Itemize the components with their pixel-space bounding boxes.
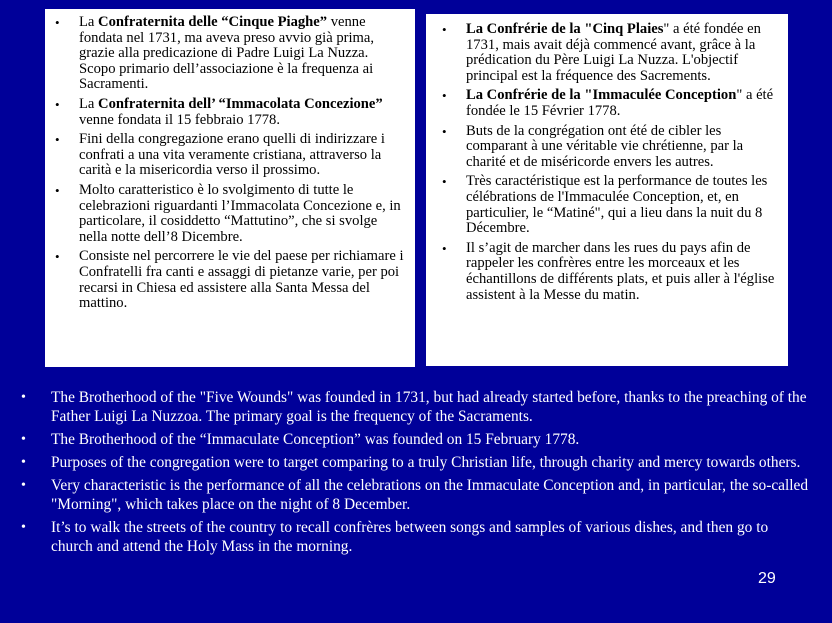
english-item-3: • Purposes of the congregation were to target comparing to a truly Christian life, through charity and mercy towards others. bbox=[21, 454, 801, 471]
french-item-2: • La Confrérie de la "Immaculée Conception" a été fondée le 15 Février 1778. bbox=[442, 87, 774, 119]
italian-item-5: • Consiste nel percorrere le vie del paese per richiamare i Confratelli fra canti e assaggi di pietanze varie, per poi recarsi in Chiesa ed assistere alla Santa Messa del mattino. bbox=[55, 248, 404, 312]
bullet-icon: • bbox=[55, 96, 60, 112]
bullet-icon: • bbox=[442, 174, 447, 190]
bullet-icon: • bbox=[21, 520, 26, 535]
bullet-icon: • bbox=[21, 432, 26, 447]
french-item-4: • Très caractéristique est la performance de toutes les célébrations de l'Immaculée Conception, et, en particulier, le “Matiné", qui a lieu dans la nuit du 8 Décembre. bbox=[442, 173, 768, 237]
italian-item-2: • La Confraternita dell’ “Immacolata Concezione” venne fondata il 15 febbraio 1778. bbox=[55, 95, 383, 128]
italian-bullet-list bbox=[45, 9, 415, 312]
bullet-icon: • bbox=[55, 15, 60, 30]
english-item-4: • Very characteristic is the performance of all the celebrations on the Immaculate Conception and, in particular, the so-called "Morning", which takes place on the night of 8 December. bbox=[21, 477, 809, 513]
french-bullet-list bbox=[426, 14, 788, 303]
french-text-panel bbox=[426, 14, 788, 366]
page-number: 29 bbox=[758, 570, 776, 587]
bullet-icon: • bbox=[21, 478, 26, 493]
bullet-icon: • bbox=[55, 182, 60, 198]
italian-item-1: • La Confraternita delle “Cinque Piaghe” venne fondata nel 1731, ma aveva preso avvio già prima, grazie alla predicazione di Padre Luigi La Nuzza. Scopo primario dell’associazione è la frequenza ai Sacramenti. bbox=[55, 14, 375, 93]
english-item-2: • The Brotherhood of the “Immaculate Conception” was founded on 15 February 1778. bbox=[21, 431, 580, 448]
french-item-1: • La Confrérie de la "Cinq Plaies" a été fondée en 1731, mais avait déjà commencé avant, grâce à la prédication du Père Luigi La Nuzza. L'objectif principal est la fréquence des Sacrements. bbox=[442, 21, 761, 84]
bullet-icon: • bbox=[442, 88, 447, 104]
bullet-icon: • bbox=[442, 22, 447, 37]
italian-text-panel bbox=[45, 9, 415, 367]
french-item-5: • Il s’agit de marcher dans les rues du pays afin de rappeler les confrères entre les morceaux et les échantillons de différents plats, et puis aller à l'église assistent à la Messe du matin. bbox=[442, 239, 775, 303]
french-item-3: • Buts de la congrégation ont été de cibler les comparant à une véritable vie chrétienne, par la charité et de miséricorde envers les autres. bbox=[442, 122, 744, 170]
bullet-icon: • bbox=[21, 455, 26, 470]
bullet-icon: • bbox=[442, 123, 447, 139]
english-text-block bbox=[0, 388, 832, 560]
english-item-5: • It’s to walk the streets of the country to recall confrères between songs and samples of various dishes, and then go to church and attend the Holy Mass in the morning. bbox=[21, 519, 769, 555]
bullet-icon: • bbox=[55, 249, 60, 265]
english-bullet-list bbox=[0, 388, 832, 556]
bullet-icon: • bbox=[442, 240, 447, 256]
bullet-icon: • bbox=[21, 390, 26, 405]
italian-item-3: • Fini della congregazione erano quelli di indirizzare i confrati a una vita veramente cristiana, attraverso la carità e la misericordia verso il prossimo. bbox=[55, 131, 385, 179]
italian-item-4: • Molto caratteristico è lo svolgimento di tutte le celebrazioni riguardanti l’Immacolata Concezione e, in particolare, il cosiddetto “Mattutino”, che si svolge nella notte dell’8 Dicembre. bbox=[55, 181, 401, 245]
bullet-icon: • bbox=[55, 132, 60, 148]
english-item-1: • The Brotherhood of the "Five Wounds" was founded in 1731, but had already started before, thanks to the preaching of the Father Luigi La Nuzzoa. The primary goal is the frequency of the Sacraments. bbox=[21, 389, 807, 425]
